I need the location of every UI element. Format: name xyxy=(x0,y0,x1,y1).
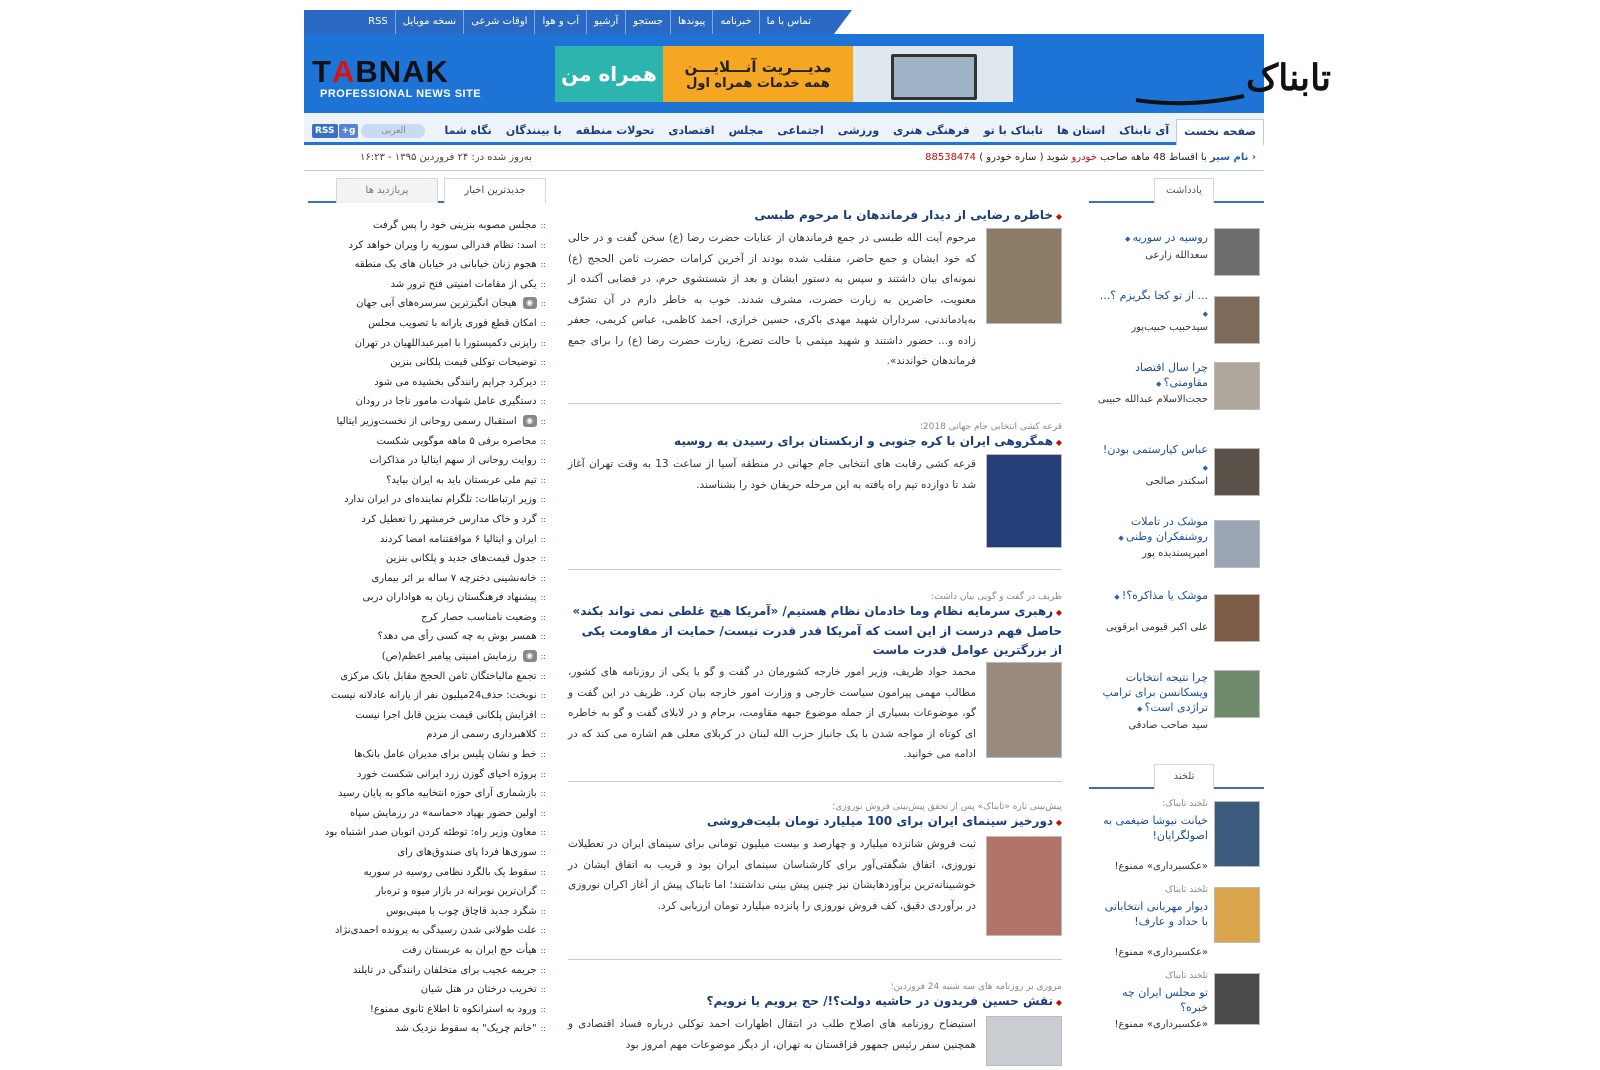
news-list-item[interactable] xyxy=(308,549,546,569)
nav-culture[interactable]: فرهنگی هنری xyxy=(893,124,970,137)
logo-fa-text: تابناک xyxy=(1246,57,1332,99)
author-photo xyxy=(1214,520,1260,568)
news-title[interactable]: هجوم زنان خیابانی در خیابان های یک منطقه xyxy=(354,259,537,271)
critique-title[interactable]: دیوار مهربانی انتخاباتی با حداد و عارف! xyxy=(1104,900,1208,928)
author-photo xyxy=(1214,228,1260,276)
ad-ticker xyxy=(304,147,1264,171)
news-list-item[interactable] xyxy=(308,432,546,452)
bullet-icon: :: xyxy=(540,397,546,407)
story-summary: محمد جواد ظریف، وزیر امور خارجه کشورمان در گفت و گو یا یکی از روزنامه های کشور، مطالب مهمی پیرامون سیاست خارجی و وزارت امور خارجه بیان کرد. ظریف در این گفت و گو، موضوعات بسیاری از جمله موضوع جبهه مقاومت، برجام و در لابلای گفت و گو به خاطره ای کوتاه از مواجه شدن با یک جانباز حزب الله لبنان در کربلای معلی هم اشاره می کند که در ادامه می خوانید. xyxy=(568,666,976,760)
news-title[interactable]: رزمایش امنیتی پیامبر اعظم(ص) xyxy=(381,651,517,663)
news-title[interactable]: نوبخت: حذف24میلیون نفر از یارانه عادلانه نیست xyxy=(331,690,537,702)
tab-latest-news[interactable]: جدیدترین اخبار xyxy=(444,178,546,203)
bullet-icon: :: xyxy=(540,965,546,975)
bullet-icon: :: xyxy=(540,730,546,740)
story-summary: استیضاح روزنامه های اصلاح طلب در انتقال اظهارات احمد توکلی درباره فساد اقتصادی و همچنین سفر رئیس جمهور قزاقستان به تهران، از دیگر موضوعات مهم امروز بود xyxy=(568,1018,976,1051)
nav-parliament[interactable]: مجلس xyxy=(728,124,764,137)
top-nav xyxy=(304,10,834,34)
news-title[interactable]: تخریب درختان در هتل شیان xyxy=(420,984,537,996)
bullet-icon: :: xyxy=(540,926,546,936)
chevron-left-icon: ‹ xyxy=(1248,152,1256,163)
news-list-item[interactable] xyxy=(308,843,546,863)
top-bar xyxy=(304,10,1264,34)
bullet-icon: :: xyxy=(540,338,546,348)
news-list-item[interactable] xyxy=(308,1000,546,1020)
note-author: سعدالله زارعی xyxy=(1145,250,1208,261)
story-title[interactable]: ◆ نقش حسین فریدون در حاشیه دولت؟!/ حج برویم یا نرویم؟ xyxy=(568,992,1062,1012)
news-list-item[interactable] xyxy=(308,412,546,432)
note-title[interactable]: چرا نتیجه انتخابات ویسکانسن برای ترامپ تراژدی است؟ ◆ xyxy=(1096,670,1208,717)
news-title[interactable]: مجلس مصوبه بنزینی خود را پس گرفت xyxy=(373,220,537,231)
critique-title[interactable]: خیانت نیوشا ضیغمی به اصولگرایان! xyxy=(1103,814,1208,842)
news-list-item[interactable] xyxy=(308,961,546,981)
bullet-icon: :: xyxy=(540,691,546,701)
critique-tab[interactable]: تلخند xyxy=(1154,764,1214,789)
news-title[interactable]: اسد: نظام فدرالی سوریه را ویران خواهد کرد xyxy=(348,239,537,251)
critique-footer: «عکسبرداری» ممنوع! xyxy=(1114,947,1208,958)
bullet-icon: :: xyxy=(540,750,546,760)
bullet-icon: :: xyxy=(540,887,546,897)
bullet-icon: :: xyxy=(540,769,546,779)
news-title[interactable]: وضعیت نامناسب حصار کرج xyxy=(421,611,537,623)
banner-text: مدیـــریت آنـــلایـــن همه خدمات همراه اول xyxy=(663,46,853,102)
news-title[interactable]: هیجان انگیزترین سرسره‌های آبی جهان xyxy=(356,298,517,310)
latest-news-list xyxy=(308,216,546,1039)
note-author: سیدحبیب حبیب‌پور xyxy=(1131,322,1208,333)
story-title[interactable]: ◆ همگروهی ایران با کره جنوبی و ازبکستان برای رسیدن به روسیه xyxy=(568,432,1062,452)
logo-en[interactable] xyxy=(312,56,482,100)
news-list-item[interactable] xyxy=(308,392,546,412)
news-list-item[interactable] xyxy=(308,882,546,902)
story-kicker: مروری بر روزنامه های سه شنبه 24 فروردین؛ xyxy=(890,982,1062,992)
bullet-icon: :: xyxy=(540,808,546,818)
news-list-item[interactable] xyxy=(308,353,546,373)
news-list-item[interactable] xyxy=(308,608,546,628)
camera-icon: ◉ xyxy=(523,297,537,309)
story-summary: ثبت فروش شانزده میلیارد و چهارصد و بیست میلیون تومانی برای سینمای ایران در تعطیلات نوروزی، اتفاق شگفتی‌آور برای کارشناسان سینمای ایران بود و قریب به اتفاق ایشان در خوشبینانه‌ترین برآوردهایشان نیز چنین پیش بینی نداشتند؛ اما تابناک پیش از آغاز اکران نوروزی در برآوردی دقیق، کف فروش نوروزی را پانزده میلیارد تومان ارزیابی کرد. xyxy=(568,838,976,912)
author-photo xyxy=(1214,296,1260,344)
notes-header xyxy=(1089,178,1264,203)
camera-icon: ◉ xyxy=(523,415,537,427)
note-item[interactable] xyxy=(1089,288,1264,356)
cartoon-image xyxy=(1214,973,1260,1025)
news-title[interactable]: روایت روحانی از سهم ایتالیا در مذاکرات xyxy=(369,455,537,467)
author-photo xyxy=(1214,448,1260,496)
bullet-icon: :: xyxy=(540,867,546,877)
news-title[interactable]: امکان قطع فوری یارانه با تصویب مجلس xyxy=(368,317,537,329)
story-image[interactable] xyxy=(986,836,1062,936)
bullet-icon: :: xyxy=(540,1004,546,1014)
news-list-item[interactable] xyxy=(308,275,546,295)
news-list-item[interactable] xyxy=(308,902,546,922)
nav-economy[interactable]: اقتصادی xyxy=(668,124,715,137)
top-nav-prayer-times[interactable]: اوقات شرعی xyxy=(463,10,534,34)
bullet-icon: :: xyxy=(540,906,546,916)
note-title[interactable]: ... از تو کجا بگریزم ؟... ◆ xyxy=(1096,288,1208,322)
news-list-item[interactable] xyxy=(308,255,546,275)
story-kicker: ظریف در گفت و گویی بیان داشت: xyxy=(931,592,1062,602)
main-nav xyxy=(304,113,1264,145)
story-summary: قرعه کشی رقابت های انتخابی جام جهانی در منطقه آسیا از ساعت 13 به وقت تهران آغاز شد تا دوازده تیم راه یافته به این مرحله حریفان خود را بشناسند. xyxy=(568,458,976,491)
news-title[interactable]: معاون وزیر راه: توطئه کردن اتوبان صدر اشتباه بود xyxy=(324,827,537,839)
news-list-item[interactable] xyxy=(308,216,546,236)
news-title[interactable]: یکی از مقامات امنیتی فتح ترور شد xyxy=(390,278,537,290)
ad-banner[interactable] xyxy=(555,46,1013,102)
left-sidebar xyxy=(308,178,546,1067)
bullet-icon: :: xyxy=(540,1024,546,1034)
note-author: اسکندر صالحی xyxy=(1145,476,1208,487)
news-title[interactable]: گرد و خاک مدارس خرمشهر را تعطیل کرد xyxy=(361,513,537,525)
cartoon-image xyxy=(1214,801,1260,867)
news-list-item[interactable] xyxy=(308,863,546,883)
note-item[interactable] xyxy=(1089,586,1264,668)
bullet-icon: :: xyxy=(540,456,546,466)
cartoon-image xyxy=(1214,887,1260,943)
critique-item[interactable] xyxy=(1089,969,1264,1055)
news-title[interactable]: گران‌ترین نوبرانه در بازار میوه و تره‌بار xyxy=(375,886,537,898)
bullet-icon: :: xyxy=(540,848,546,857)
bullet-icon: :: xyxy=(540,632,546,642)
news-list-item[interactable] xyxy=(308,667,546,687)
nav-viewers[interactable]: با بینندگان xyxy=(505,124,562,137)
story-item xyxy=(568,404,1062,570)
news-title[interactable]: هیأت حج ایران به عربستان رفت xyxy=(401,944,537,956)
right-sidebar xyxy=(1089,178,1264,1067)
bullet-icon: :: xyxy=(540,416,546,426)
bullet-icon: :: xyxy=(540,221,546,230)
note-item[interactable] xyxy=(1089,356,1264,440)
news-list-item[interactable] xyxy=(308,745,546,765)
top-nav-links[interactable]: پیوندها xyxy=(670,10,712,34)
author-photo xyxy=(1214,362,1260,410)
story-item xyxy=(568,782,1062,960)
top-nav-weather[interactable]: آب و هوا xyxy=(534,10,586,34)
news-title[interactable]: دستگیری عامل شهادت مامور ناجا در رودان xyxy=(355,396,537,408)
bullet-icon: :: xyxy=(540,945,546,955)
bullet-icon: :: xyxy=(540,828,546,838)
note-item[interactable] xyxy=(1089,512,1264,586)
news-list-item[interactable] xyxy=(308,451,546,471)
bullet-icon: :: xyxy=(540,652,546,662)
bullet-icon: :: xyxy=(540,377,546,387)
news-list-item[interactable] xyxy=(308,765,546,785)
news-list-item[interactable] xyxy=(308,294,546,314)
news-title[interactable]: اولین حضور بهپاد «حماسه» در رزمایش سپاه xyxy=(349,807,537,819)
bullet-icon: :: xyxy=(540,612,546,622)
bullet-icon: :: xyxy=(540,554,546,564)
banner-laptop-image xyxy=(853,46,1013,102)
header xyxy=(304,10,1332,113)
news-title[interactable]: خط و نشان پلیس برای مدیران عامل بانک‌ها xyxy=(354,749,537,761)
news-title[interactable]: محاصره برفی ۵ ماهه موگویی شکست xyxy=(376,435,537,447)
nav-i-tabnak[interactable]: آی تابناک xyxy=(1119,124,1170,137)
top-nav-search[interactable]: جستجو xyxy=(625,10,670,34)
note-author: سید صاحب صادقی xyxy=(1128,720,1208,731)
news-list-item[interactable] xyxy=(308,980,546,1000)
bullet-icon: :: xyxy=(540,789,546,799)
top-nav-rss[interactable]: RSS xyxy=(368,16,388,27)
critique-header xyxy=(1089,764,1264,789)
news-title[interactable]: دیرکرد جرایم رانندگی بخشیده می شود xyxy=(374,376,537,388)
nav-tabnak-with-you[interactable]: تابناک با تو xyxy=(983,124,1043,137)
news-title[interactable]: ورود به اسنرانکوه تا اطلاع ثانوی ممنوع! xyxy=(369,1003,537,1015)
story-title[interactable]: ◆ خاطره رضایی از دیدار فرماندهان با مرحوم طبسی xyxy=(568,206,1062,226)
story-image[interactable] xyxy=(986,228,1062,324)
critique-footer: «عکسبرداری» ممنوع! xyxy=(1114,861,1208,872)
tab-most-viewed[interactable]: پربازدید ها xyxy=(336,178,438,203)
news-list-item[interactable] xyxy=(308,569,546,589)
notes-tab[interactable]: یادداشت xyxy=(1154,178,1214,203)
bullet-icon: :: xyxy=(540,318,546,328)
note-item[interactable] xyxy=(1089,440,1264,512)
note-title[interactable]: موشک یا مذاکره؟! ◆ xyxy=(1096,588,1208,605)
critique-item[interactable] xyxy=(1089,883,1264,969)
critique-title[interactable]: تو مجلس ایران چه خبره؟ xyxy=(1122,986,1208,1014)
news-title[interactable]: استقبال رسمی روحانی از نخست‌وزیر ایتالیا xyxy=(336,415,517,427)
critique-kicker: تلخند تابناک xyxy=(1165,971,1208,981)
news-list-item[interactable] xyxy=(308,471,546,491)
news-list-item[interactable] xyxy=(308,627,546,647)
banner-brand-logo: همراه من xyxy=(555,46,663,102)
top-nav-newsletter[interactable]: خبرنامه xyxy=(712,10,758,34)
bullet-icon: :: xyxy=(540,240,546,250)
nav-region[interactable]: تحولات منطقه xyxy=(575,124,655,137)
news-title[interactable]: تجمع مالباختگان ثامن الحجج مقابل بانک مرکزی xyxy=(340,670,537,682)
news-title[interactable]: بازشماری آرای حوزه انتخابیه ماکو به پایان رسید xyxy=(338,788,537,800)
bullet-icon: :: xyxy=(540,710,546,720)
ticker-text[interactable]: ‹ نام سیر با اقساط 48 ماهه صاحب خودرو شوید ( ساره خودرو ) 88538474 xyxy=(925,152,1256,163)
note-author: امیرپسندیده پور xyxy=(1142,548,1208,559)
note-item[interactable] xyxy=(1089,220,1264,288)
news-list-item[interactable] xyxy=(308,530,546,550)
bullet-icon: :: xyxy=(540,436,546,446)
news-title[interactable]: افزایش پلکانی قیمت بنزین قابل اجرا نیست xyxy=(355,709,537,721)
story-summary: مرحوم آیت الله طبسی در جمع فرماندهان از عنایات حضرت رضا (ع) سخن گفت و در حالی که خود ایشان و جمع حاضر، منقلب شده بودند از آخرین کرامات حضرت ثامن الحجج (ع) نمونه‌ای بیان داشتند و سپس به دستور ایشان و بعد از شستشوی حرم، در فضایی آکنده از معنویت، حاضرین به زیارت حضرت، مشرف شدند. خوب به خاطر دارم در آن تشرّف به‌یادماندنی، سرداران شهید مهدی باکری، حسین خرازی، احمد کاظمی، عباس کریمی، جعفر زاده و... حضور داشتند و شهید میثمی با حالت تضرع، زیارت حضرت رضا (ع) را برای جمع فرماندهان خواندند». xyxy=(568,232,976,367)
news-list-item[interactable] xyxy=(308,647,546,667)
news-list-item[interactable] xyxy=(308,588,546,608)
nav-your-view[interactable]: نگاه شما xyxy=(444,124,492,137)
nav-social[interactable]: اجتماعی xyxy=(777,124,824,137)
top-nav-archive[interactable]: آرشیو xyxy=(586,10,625,34)
note-title[interactable]: چرا سال اقتصاد مقاومتی؟ ◆ xyxy=(1096,360,1208,392)
note-title[interactable]: موشک در تاملات روشنفکران وطنی ◆ xyxy=(1096,514,1208,546)
news-title[interactable]: تیم ملی عربستان باید به ایران بیاید؟ xyxy=(386,474,537,486)
news-list-item[interactable] xyxy=(308,941,546,961)
bullet-icon: :: xyxy=(540,671,546,681)
arabic-language-link[interactable]: العربی xyxy=(361,124,425,138)
news-list-item[interactable] xyxy=(308,804,546,824)
bullet-icon: :: xyxy=(540,985,546,995)
news-list-item[interactable] xyxy=(308,373,546,393)
story-item xyxy=(568,960,1062,1070)
news-title[interactable]: شگرد جدید قاچاق چوب با مینی‌بوس xyxy=(386,905,537,917)
news-title[interactable]: وزیر ارتباطات: تلگرام نماینده‌ای در ایران ندارد xyxy=(344,494,537,506)
story-title[interactable]: ◆ دورخیز سینمای ایران برای 100 میلیارد تومان بلیت‌فروشی xyxy=(568,812,1062,832)
bullet-icon: :: xyxy=(540,573,546,583)
news-list-item[interactable] xyxy=(308,236,546,256)
top-nav-mobile[interactable]: نسخه موبایل xyxy=(395,10,463,34)
story-image[interactable] xyxy=(986,1016,1062,1066)
bullet-icon: :: xyxy=(540,534,546,544)
main-stories xyxy=(568,206,1062,1067)
bullet-icon: :: xyxy=(540,514,546,524)
news-list-item[interactable] xyxy=(308,784,546,804)
news-title[interactable]: خانه‌نشینی دخترچه ۷ ساله بر اثر بیماری xyxy=(371,572,537,584)
news-title[interactable]: علت طولانی شدن رسیدگی به پرونده احمدی‌نژاد xyxy=(335,925,537,937)
last-updated: به‌روز شده در: ۲۴ فروردین ۱۳۹۵ - ۱۶:۲۳ xyxy=(360,152,532,163)
news-list-item[interactable] xyxy=(308,686,546,706)
rss-button[interactable]: RSS xyxy=(312,124,338,138)
bullet-icon: :: xyxy=(540,475,546,485)
critique-item[interactable] xyxy=(1089,797,1264,883)
logo-en-tagline: PROFESSIONAL NEWS SITE xyxy=(320,88,482,100)
nav-tools xyxy=(312,123,425,138)
note-author: علی اکبر قیومی ابرقویی xyxy=(1105,622,1208,633)
news-title[interactable]: رایزنی دکمیستورا با امیرعبداللهیان در تهران xyxy=(354,337,537,349)
news-title[interactable]: سوری‌ها فردا پای صندوق‌های رای xyxy=(397,847,537,858)
news-list-item[interactable] xyxy=(308,706,546,726)
camera-icon: ◉ xyxy=(523,650,537,662)
news-list-item[interactable] xyxy=(308,823,546,843)
news-title[interactable]: پیشنهاد فرهنگستان زبان به هواداران دربی xyxy=(362,592,537,604)
story-image[interactable] xyxy=(986,454,1062,548)
nav-home[interactable]: صفحه نخست xyxy=(1176,119,1264,145)
news-title[interactable]: جریمه عجیب برای متخلفان رانندگی در تایلند xyxy=(352,964,537,976)
top-nav-contact[interactable]: تماس با ما xyxy=(759,10,818,34)
news-list-item[interactable] xyxy=(308,921,546,941)
note-item[interactable] xyxy=(1089,668,1264,764)
note-author: حجت‌الاسلام عبدالله حبیبی xyxy=(1097,394,1208,405)
bullet-icon: :: xyxy=(540,358,546,368)
news-title[interactable]: "خانم چریک" به سقوط نزدیک شد xyxy=(395,1023,537,1035)
bullet-icon: :: xyxy=(540,593,546,603)
bullet-icon: :: xyxy=(540,495,546,505)
author-photo xyxy=(1214,594,1260,642)
critique-kicker: تلخند تابناک: xyxy=(1162,799,1208,809)
news-title[interactable]: ایران و ایتالیا ۶ موافقتنامه امضا کردند xyxy=(379,533,537,545)
nav-sports[interactable]: ورزشی xyxy=(837,124,880,137)
nav-provinces[interactable]: استان ها xyxy=(1056,124,1106,137)
critique-kicker: تلخند تابناک xyxy=(1165,885,1208,895)
story-kicker: قرعه کشی انتخابی جام جهانی 2018؛ xyxy=(920,422,1062,432)
news-list-item[interactable] xyxy=(308,510,546,530)
story-item xyxy=(568,570,1062,782)
news-title[interactable]: توضیحات توکلی قیمت پلکانی بنزین xyxy=(390,357,537,369)
news-list-item[interactable] xyxy=(308,314,546,334)
gplus-button[interactable]: +g xyxy=(339,124,359,138)
news-title[interactable]: جدول قیمت‌های جدید و پلکانی بنزین xyxy=(385,553,537,565)
news-tabs xyxy=(308,178,546,203)
note-title[interactable]: عباس کیارستمی بودن! ◆ xyxy=(1096,442,1208,476)
logo-fa[interactable] xyxy=(1128,46,1332,110)
page xyxy=(304,10,1332,1067)
note-title[interactable]: روسیه در سوریه ◆ xyxy=(1096,230,1208,247)
story-image[interactable] xyxy=(986,662,1062,758)
author-photo xyxy=(1214,670,1260,718)
bullet-icon: :: xyxy=(540,260,546,270)
story-item xyxy=(568,206,1062,404)
story-title[interactable]: ◆ رهبری سرمایه نظام وما خادمان نظام هستیم/ «آمریکا هیچ غلطی نمی تواند بکند» حاصل فهم درست از این است که آمریکا قدر قدرت نیست/ حمایت از مقاومت یکی از بزرگترین عوامل قدرت ماست xyxy=(568,602,1062,660)
news-title[interactable]: سقوط یک بالگرد نظامی روسیه در سوریه xyxy=(363,866,537,878)
news-list-item[interactable] xyxy=(308,490,546,510)
critique-footer: «عکسبرداری» ممنوع! xyxy=(1114,1019,1208,1030)
news-title[interactable]: کلاهبرداری رسمی از مردم xyxy=(426,729,537,741)
news-list-item[interactable] xyxy=(308,1019,546,1039)
news-title[interactable]: پروژه احیای گوزن زرد ایرانی شکست خورد xyxy=(357,768,537,780)
news-title[interactable]: همسر بوش به چه کسی رأی می دهد؟ xyxy=(377,631,537,643)
bullet-icon: :: xyxy=(540,299,546,309)
news-list-item[interactable] xyxy=(308,725,546,745)
logo-en-brand: TABNAK xyxy=(312,54,449,89)
story-kicker: پیش‌بینی تازه «تابناک» پس از تحقق پیش‌بینی فروش نوروزی؛ xyxy=(832,802,1062,812)
bullet-icon: :: xyxy=(540,279,546,289)
news-list-item[interactable] xyxy=(308,334,546,354)
